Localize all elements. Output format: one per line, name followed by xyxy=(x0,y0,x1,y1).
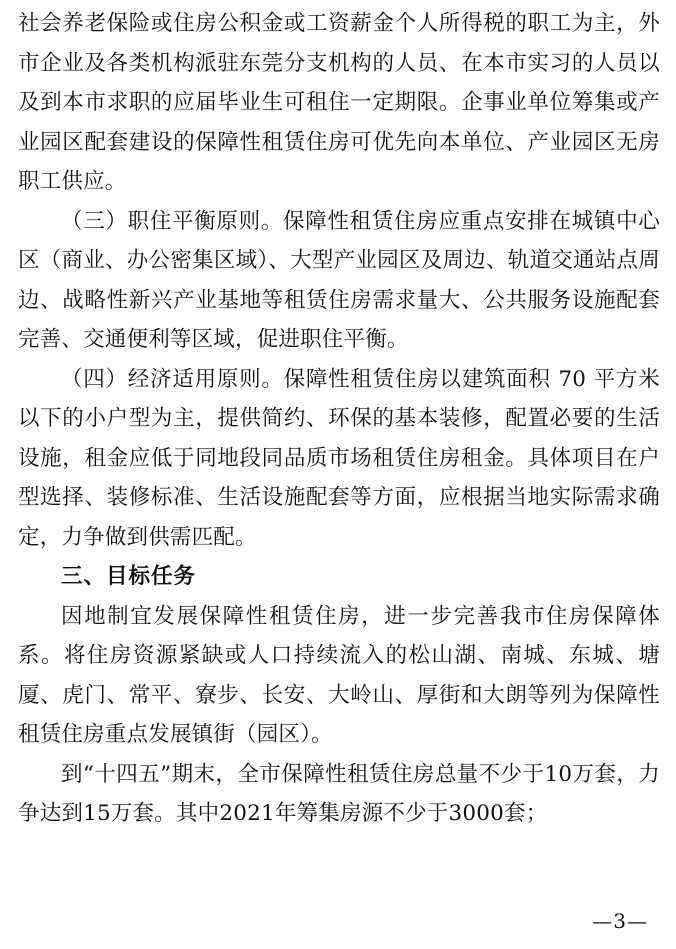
document-body xyxy=(18,4,660,834)
paragraph-target-two: 到“十四五”期末，全市保障性租赁住房总量不少于10万套，力争达到15万套。其中2021年筹集房源不少于3000套； xyxy=(18,761,660,826)
paragraph-principle-three: （三）职住平衡原则。保障性租赁住房应重点安排在城镇中心区（商业、办公密集区域）、大型产业园区及周边、轨道交通站点周边、战略性新兴产业基地等租赁住房需求量大、公共服务设施配套完善、交通便利等区域，促进职住平衡。 xyxy=(18,208,660,352)
section-heading-target-tasks: 三、目标任务 xyxy=(61,564,197,589)
paragraph-continued: 社会养老保险或住房公积金或工资薪金个人所得税的职工为主，外市企业及各类机构派驻东莞分支机构的人员、在本市实习的人员以及到本市求职的应届毕业生可租住一定期限。企事业单位筹集或产业园区配套建设的保障性租赁住房可优先向本单位、产业园区无房职工供应。 xyxy=(18,11,660,194)
paragraph-target-one: 因地制宜发展保障性租赁住房，进一步完善我市住房保障体系。将住房资源紧缺或人口持续流入的松山湖、南城、东城、塘厦、虎门、常平、寮步、长安、大岭山、厚街和大朗等列为保障性租赁住房重点发展镇街（园区）。 xyxy=(18,603,660,747)
paragraph-principle-four: （四）经济适用原则。保障性租赁住房以建筑面积 70 平方米以下的小户型为主，提供简约、环保的基本装修，配置必要的生活设施，租金应低于同地段同品质市场租赁住房租金。具体项目在户型选择、装修标准、生活设施配套等方面，应根据当地实际需求确定，力争做到供需匹配。 xyxy=(18,366,660,550)
page-number: —3— xyxy=(592,909,648,933)
